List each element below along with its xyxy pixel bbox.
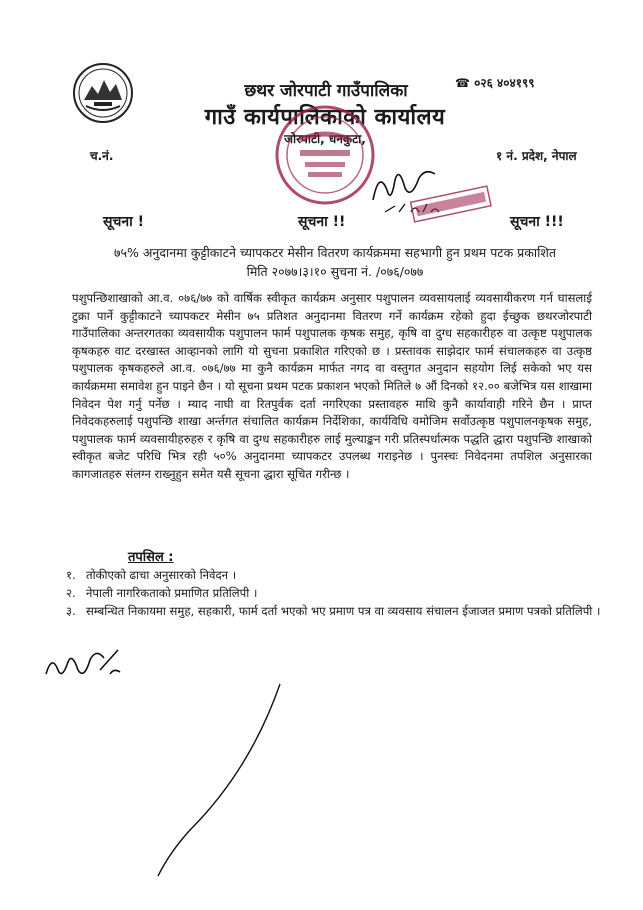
nepal-emblem-logo	[72, 62, 134, 124]
office-round-stamp	[270, 100, 380, 210]
annex-item	[66, 584, 606, 602]
notice-label-1: सूचना !	[103, 214, 145, 230]
annex-item	[66, 566, 606, 584]
annex-list	[66, 566, 606, 620]
notice-label-2: सूचना !!	[298, 214, 346, 230]
annex-item	[66, 602, 606, 620]
annex-item-text: तोकीएको ढाचा अनुसारको निवेदन ।	[86, 568, 237, 582]
officer-designation-stamp	[406, 180, 496, 230]
notice-subject	[80, 243, 590, 281]
pen-stroke	[150, 680, 290, 880]
province-label: १ नं. प्रदेश, नेपाल	[496, 149, 577, 163]
subject-line: ७५% अनुदानमा कुट्टीकाटने च्यापकटर मेसीन वितरण कार्यक्रममा सहभागी हुन प्रथम पटक प्रकाशित	[114, 245, 556, 260]
annex-item-text: सम्बन्धित निकायमा समुह, सहकारी, फार्म दर्ता भएको भए प्रमाण पत्र वा व्यवसाय संचालन ईजाजत प्रमाण पत्रको प्रतिलिपी ।	[86, 604, 601, 618]
annex-item-text: नेपाली नागरिकताको प्रमाणित प्रतिलिपी ।	[86, 586, 258, 600]
office-name: गाउँ कार्यपालिकाको कार्यालय	[204, 105, 446, 130]
annex-item-number: १.	[66, 568, 76, 582]
annex-item-number: ३.	[66, 604, 76, 618]
bottom-signature	[40, 640, 130, 690]
annex-item-number: २.	[66, 586, 76, 600]
notice-label-3: सूचना !!!	[510, 214, 564, 230]
office-address: जोरपाटी, धनकुटा,	[284, 132, 366, 146]
notice-body: पशुपन्छिशाखाको आ.व. ०७६/७७ को वार्षिक स्वीकृत कार्यक्रम अनुसार पशुपालन व्यवसायलाई व्यवसायीकरण गर्न घासलाई टुक्रा पार्ने कुट्टीकाटने च्यापकटर मेसीन ७५ प्रतिशत अनुदानमा वितरण गर्ने कार्यक्रम रहेको हुदा ईच्छुक छथरजोरपाटी गाउँपालिका अन्तरगतका व्यवसायीक पशुपालन फार्म पशुपालक कृषक समुह, कृषि वा दुग्ध सहकारीहरु वा उत्कृष्ट पशुपालक कृषकहरु वाट दरखास्त आव्हानको लागि यो सुचना प्रकाशित गरिएको छ । प्रस्तावक साझेदार फार्म संचालकहरु वा उत्कृष्ठ पशुपालक कृषकहरुले आ.व. ०७६/७७ मा कुनै कार्यक्रम मार्फत नगद वा वस्तुगत अनुदान सहयोग लिई सकेको भए यस कार्यक्रममा समावेश हुन पाइने छैन । यो सूचना प्रथम पटक प्रकाशन भएको मितिले ७ औं दिनको १२.०० बजेभित्र यस शाखामा निवेदन पेश गर्नु पर्नेछ । म्याद नाघी वा रितपुर्वक दर्ता नगरिएका प्रस्तावहरु माथि कुनै कार्यावाही गरिने छैन । प्राप्त निवेदकहरुलाई पशुपन्छि शाखा अर्न्तगत संचालित कार्यक्रम निर्देशिका, कार्यविधि वमोजिम सर्वोउत्कृष्ठ पशुपालनकृषक समुह, पशुपालक फार्म व्यवसायीहरुहरु र कृषि वा दुग्ध सहकारीहरु लाई मुल्याङ्कन गरी प्रतिस्पर्धात्मक पद्धति द्धारा पशुपन्छि शाखाको स्वीकृत बजेट परिधि भित्र रही ५०% अनुदानमा च्यापकटर उपलब्ध गराइनेछ । पुनस्चः निवेदनमा तपशिल अनुसारका कागजातहरु संलग्न राख्नुहुन समेत यसै सूचना द्धारा सूचित गरीन्छ ।	[72, 291, 592, 481]
annex-title: तपसिल :	[128, 550, 174, 565]
municipality-name: छथर जोरपाटी गाउँपालिका	[244, 81, 408, 101]
reference-number: च.नं.	[90, 149, 114, 163]
phone-number: ☎ ०२६ ४०४१९९	[455, 76, 535, 90]
subject-date-number: मिति २०७७।३।१० सुचना नं. /०७६/०७७	[246, 264, 424, 279]
